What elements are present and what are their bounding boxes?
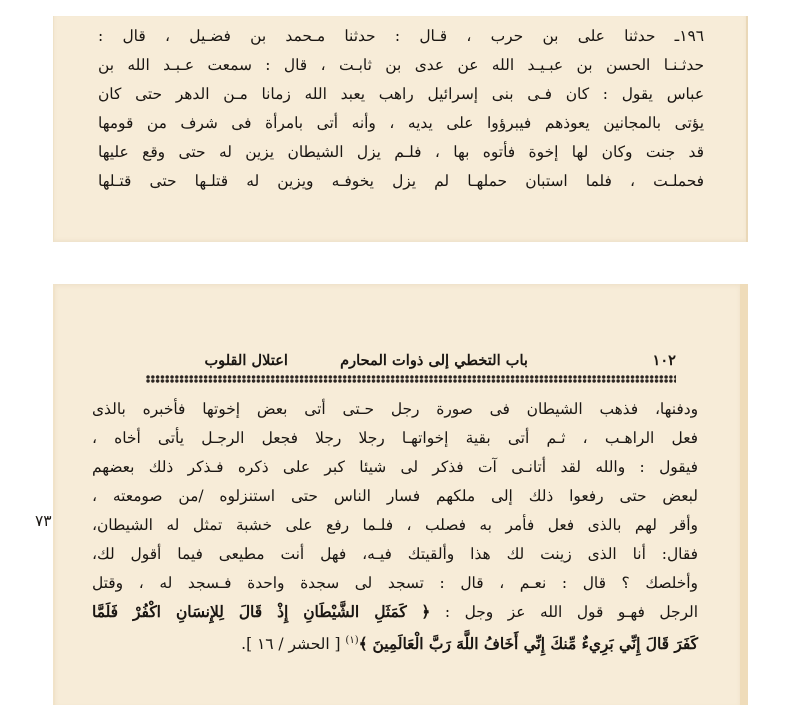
- verse-open-bracket: ﴿: [421, 603, 431, 621]
- header-ornament-divider: [146, 375, 676, 383]
- verse-intro: الرجل فهـو قول الله عز وجل :: [444, 603, 698, 621]
- verse-close-bracket: ﴾: [358, 635, 368, 654]
- body-line-4: لبعض حتى رفعوا ذلك إلى ملكهم فسار الناس حتى استنزلوه /من صومعته ،: [92, 487, 698, 505]
- body-line-7: وأخلصك ؟ قال : نعـم ، قال : تسجد لى سجدة واحدة فـسجد له ، وقتل: [92, 574, 698, 592]
- chapter-title: باب التخطي إلى ذوات المحارم: [340, 352, 528, 369]
- body-line-9: [92, 631, 698, 654]
- body-line-5: وأقر لهم بالذى فعل فأمر به فصلب ، فلـما رفع على خشبة تمثل له الشيطان،: [92, 516, 698, 534]
- top-page-fragment: [53, 16, 748, 242]
- margin-number: ٧٣: [35, 512, 52, 530]
- quran-verse-part-1: كَمَثَلِ الشَّيْطَانِ إِذْ قَالَ لِلإِنسَانِ اكْفُرْ فَلَمَّا: [92, 603, 407, 621]
- bottom-page: [35, 284, 748, 705]
- body-line-8: [92, 602, 698, 622]
- body-line-3: فيقول : والله لقد أتانـى آت فذكر لى شيئا كبر على ذكره فـذكر ذلك بعضهم: [92, 458, 698, 476]
- top-text-line-5: قد جنت وكان لها إخوة فأتوه بها ، فلـم يزل الشيطان يزين له حتى وقع عليها: [98, 143, 704, 161]
- footnote-reference: (١): [345, 635, 359, 646]
- body-line-1: ودفنها، فذهب الشيطان فى صورة رجل حـتى أتى بعض إخوتها فأخبره بالذى: [92, 400, 698, 418]
- body-line-2: فعل الراهـب ، ثـم أتى بقية إخواتهـا رجلا رجلا فجعل الرجـل يأتى أخاه ،: [92, 429, 698, 447]
- body-line-6: فقال: أنا الذى زينت لك هذا وألقيتك فيـه، فهل أنت مطيعى فيما أقول لك،: [92, 545, 698, 563]
- top-text-line-2: حدثـنـا الحسن بن عبـيـد الله عن عدى بن ثابـت ، قال : سمعت عـبـد الله بن: [98, 56, 704, 74]
- running-header: [156, 350, 676, 372]
- book-title: اعتلال القلوب: [204, 352, 288, 369]
- quran-verse-part-2: كَفَرَ قَالَ إِنِّي بَرِيءٌ مِّنكَ إِنِّي أَخَافُ اللَّهَ رَبَّ الْعَالَمِينَ: [372, 635, 698, 654]
- verse-citation: [ الحشر / ١٦ ].: [241, 635, 341, 654]
- top-text-line-6: فحملـت ، فلما استبان حملهـا لم يزل يخوفـه ويزين له قتلـها حتى قتـلها: [98, 172, 704, 190]
- top-text-line-3: عباس يقول : كان فـى بنى إسرائيل راهب يعبد الله زمانا مـن الدهر حتى كان: [98, 85, 704, 103]
- page-number: ١٠٢: [652, 352, 676, 369]
- top-text-line-4: يؤتى بالمجانين يعوذهم فيبرؤوا على يديه ، وأنه أتى بامرأة فى شرف من قومها: [98, 114, 704, 132]
- top-text-line-1: ١٩٦ـ حدثنا على بن حرب ، قـال : حدثنا مـحمد بن فضـيل ، قال :: [98, 27, 704, 45]
